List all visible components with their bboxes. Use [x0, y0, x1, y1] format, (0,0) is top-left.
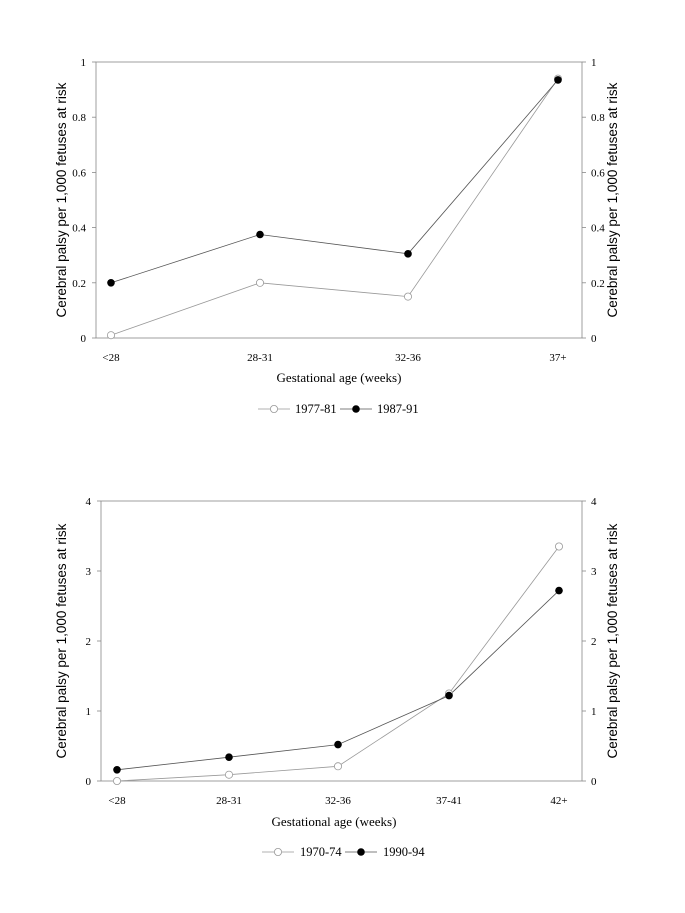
legend	[258, 402, 419, 416]
x-tick-label: 32-36	[325, 795, 351, 807]
x-tick-label: 28-31	[216, 795, 242, 807]
data-point-1987-91-28-31	[256, 231, 264, 239]
data-point-1970-74-32-36	[334, 763, 341, 770]
legend-label-series-2: 1987-91	[377, 402, 419, 416]
legend-marker-series-2	[357, 848, 365, 856]
y-tick-label-right: 3	[591, 566, 597, 578]
y-tick-label-left: 2	[85, 636, 91, 648]
y-tick-label-right: 1	[591, 57, 597, 69]
chart-marks	[86, 496, 598, 807]
y-tick-label-left: 0.8	[72, 112, 86, 125]
y-tick-label-right: 0.2	[591, 277, 605, 290]
y-tick-label-right: 0.4	[591, 222, 605, 235]
y-tick-label-left: 1	[80, 57, 86, 69]
y-tick-label-left: 1	[85, 706, 91, 718]
y-tick-label-left: 0.2	[72, 277, 86, 290]
legend	[262, 845, 425, 859]
legend-marker-series-2	[352, 405, 360, 413]
x-tick-label: <28	[102, 352, 120, 364]
legend-marker-series-1	[274, 848, 281, 855]
data-point-1990-94-28-31	[225, 753, 233, 761]
y-tick-label-left: 0.4	[72, 222, 86, 235]
legend-label-series-1: 1977-81	[295, 402, 337, 416]
y-tick-label-right: 2	[591, 636, 597, 648]
y-axis-label-left: Cerebral palsy per 1,000 fetuses at risk	[54, 523, 69, 759]
x-axis-label: Gestational age (weeks)	[276, 370, 402, 385]
y-tick-label-right: 4	[591, 496, 597, 508]
data-point-1987-91-<28	[107, 279, 115, 287]
y-tick-label-left: 3	[85, 566, 91, 578]
chart-top	[54, 57, 620, 416]
y-axis-label-right: Cerebral palsy per 1,000 fetuses at risk	[605, 82, 620, 318]
series-line-1977-81	[111, 79, 558, 336]
y-axis-label-left: Cerebral palsy per 1,000 fetuses at risk	[54, 82, 69, 318]
x-tick-label: 32-36	[395, 352, 421, 364]
y-tick-label-right: 0	[591, 333, 597, 345]
y-tick-label-right: 0.8	[591, 112, 605, 125]
x-tick-label: 37-41	[436, 795, 462, 807]
y-tick-label-left: 4	[85, 496, 91, 508]
y-tick-label-left: 0	[85, 776, 91, 788]
y-tick-label-right: 0	[591, 776, 597, 788]
legend-label-series-2: 1990-94	[383, 845, 425, 859]
data-point-1990-94-37-41	[445, 692, 453, 700]
x-tick-label: 42+	[550, 795, 568, 807]
data-point-1990-94-32-36	[334, 741, 342, 749]
data-point-1990-94-<28	[113, 766, 121, 774]
x-tick-label: <28	[108, 795, 126, 807]
y-tick-label-left: 0	[80, 333, 86, 345]
data-point-1977-81-32-36	[404, 293, 411, 300]
y-tick-label-right: 0.6	[591, 167, 605, 180]
data-point-1970-74-42+	[555, 543, 562, 550]
y-tick-label-left: 0.6	[72, 167, 86, 180]
x-axis-label: Gestational age (weeks)	[271, 814, 397, 829]
data-point-1970-74-<28	[113, 777, 120, 784]
series-line-1987-91	[111, 80, 558, 283]
x-tick-label: 28-31	[247, 352, 273, 364]
y-tick-label-right: 1	[591, 706, 597, 718]
plot-area-frame	[101, 501, 582, 781]
data-point-1977-81-28-31	[256, 279, 263, 286]
chart-bottom	[54, 496, 620, 859]
data-point-1987-91-37+	[554, 76, 562, 84]
plot-area-frame	[96, 62, 582, 338]
data-point-1977-81-<28	[107, 332, 114, 339]
x-tick-label: 37+	[549, 352, 567, 364]
chart-marks	[72, 57, 605, 364]
data-point-1970-74-28-31	[225, 771, 232, 778]
legend-label-series-1: 1970-74	[300, 845, 342, 859]
y-axis-label-right: Cerebral palsy per 1,000 fetuses at risk	[605, 523, 620, 759]
legend-marker-series-1	[270, 405, 277, 412]
data-point-1987-91-32-36	[404, 250, 412, 258]
data-point-1990-94-42+	[555, 587, 563, 595]
